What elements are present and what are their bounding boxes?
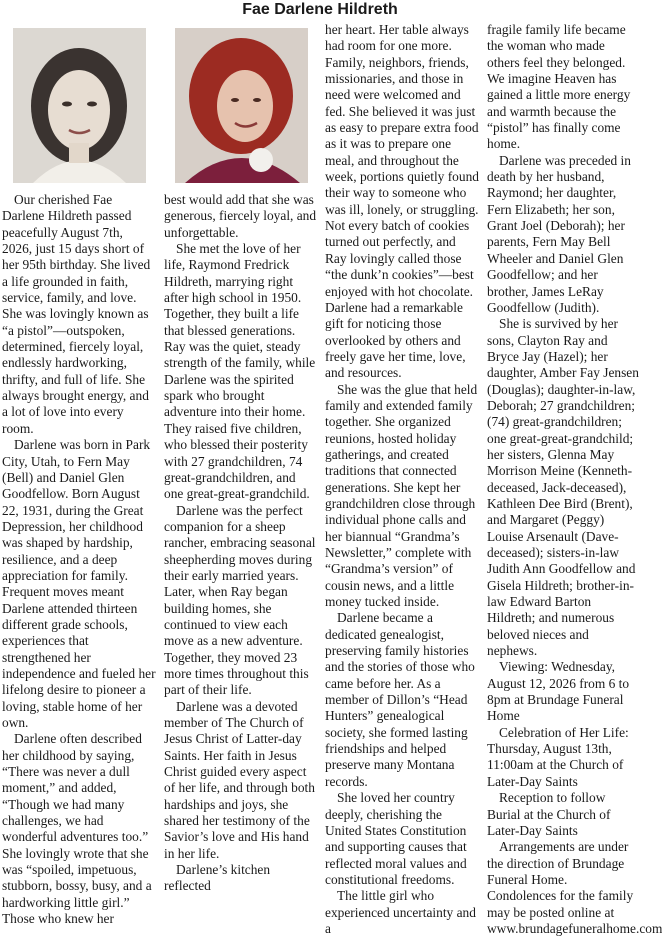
paragraph: Darlene’s kitchen reflected <box>164 862 271 894</box>
paragraph: Darlene became a dedicated genealogist, preserving family histories and the stories of those who came before her. As a member of Dillon’s “Head Hunters” genealogical society, she formed lasting friendships and helped preserve many Montana records. <box>325 610 475 789</box>
paragraph: Arrangements are under the direction of Brundage Funeral Home. Condolences for the family may be posted online at www.brundagefuneralhome.com <box>487 839 662 936</box>
paragraph: The little girl who experienced uncertainty and a <box>325 888 476 936</box>
paragraph: She met the love of her life, Raymond Fredrick Hildreth, marrying right after high school in 1950. Together, they built a life that blessed generations. Ray was the quiet, steady strength of the family, while Darlene was the spirited spark who brought adventure into their home. They raised five children, who blessed their posterity with 27 grandchildren, 74 great-grandchildren, and one great-great-grandchild. <box>164 241 316 502</box>
paragraph: best would add that she was generous, fiercely loyal, and unforgettable. <box>164 192 317 240</box>
paragraph: Viewing: Wednesday, August 12, 2026 from 6 to 8pm at Brundage Funeral Home <box>487 659 630 724</box>
text-column-3 <box>325 22 480 936</box>
paragraph: Reception to follow Burial at the Church of Later-Day Saints <box>487 790 611 838</box>
paragraph: Darlene was a devoted member of The Church of Jesus Christ of Latter-day Saints. Her faith in Jesus Christ guided every aspect of her life, and through both hardships and joys, she shared her testimony of the Savior’s love and His hand in her life. <box>164 698 315 861</box>
text-column-2 <box>164 192 318 894</box>
paragraph: Darlene was born in Park City, Utah, to Fern May (Bell) and Daniel Glen Goodfellow. Born August 22, 1931, during the Great Depression, her childhood was shaped by hardship, resilience, and a deep appreciation for family. Frequent moves meant Darlene attended thirteen different grade schools, experiences that strengthened her independence and fueled her lifelong desire to pioneer a loving, stable home of her own. <box>2 437 156 730</box>
young-portrait-image <box>13 28 146 183</box>
young-portrait-photo <box>13 28 146 183</box>
obituary-title: Fae Darlene Hildreth <box>242 1 398 18</box>
paragraph: Darlene often described her childhood by saying, “There was never a dull moment,” and added, “Though we had many challenges, we had wonderful adventures too.” She lovingly wrote that she was “spoiled, impetuous, stubborn, bossy, busy, and a hardworking little girl.” Those who knew her <box>2 731 152 927</box>
paragraph: her heart. Her table always had room for one more. Family, neighbors, friends, missionaries, and those in need were welcomed and fed. She believed it was just as easy to prepare extra food as it was to prepare one meal, and throughout the week, portions quietly found their way to someone who was ill, lonely, or struggling. Not every batch of cookies turned out perfectly, and Ray lovingly called those “the dunk’n cookies”—best enjoyed with hot chocolate. Darlene had a remarkable gift for noticing those overlooked by others and freely gave her time, love, and resources. <box>325 22 479 381</box>
paragraph: Darlene was preceded in death by her husband, Raymond; her daughter, Fern Elizabeth; her son, Grant Joel (Deborah); her parents, Fern May Bell Wheeler and Daniel Glen Goodfellow; and her brother, James LeRay Goodfellow (Judith). <box>487 152 631 315</box>
paragraph: She loved her country deeply, cherishing the United States Constitution and supporting causes that reflected moral values and constitutional freedoms. <box>325 790 467 887</box>
text-column-4 <box>487 22 662 936</box>
recent-portrait-photo <box>175 28 308 183</box>
paragraph: Celebration of Her Life: Thursday, August 13th, 11:00am at the Church of Later-Day Saints <box>487 724 629 789</box>
paragraph: fragile family life became the woman who made others feel they belonged. We imagine Heaven has gained a little more energy and warmth because the “pistol” has finally come home. <box>487 22 631 152</box>
text-column-1 <box>2 192 156 927</box>
paragraph: She is survived by her sons, Clayton Ray and Bryce Jay (Hazel); her daughter, Amber Fay Jensen (Douglas); daughter-in-law, Deborah; 27 grandchildren; (74) great-grandchildren; one great-great-grandchild; her sisters, Glenna May Morrison Meine (Kenneth-deceased, Jack-deceased), Kathleen Dee Bird (Brent), and Margaret (Peggy) Louise Arsenault (Dave-deceased); sisters-in-law Judith Ann Goodfellow and Gisela Hildreth; brother-in-law Edward Barton Hildreth; and numerous beloved nieces and nephews. <box>487 316 639 659</box>
paragraph: She was the glue that held family and extended family together. She organized reunions, hosted holiday gatherings, and created traditions that connected generations. She kept her grandchildren close through individual phone calls and her biannual “Grandma’s Newsletter,” complete with “Grandma’s version” of cousin news, and a little money tucked inside. <box>325 381 478 610</box>
paragraph: Our cherished Fae Darlene Hildreth passed peacefully August 7th, 2026, just 15 days short of her 95th birthday. She lived a life grounded in faith, service, family, and love. She was lovingly known as “a pistol”—outspoken, determined, fiercely loyal, endlessly hardworking, thrifty, and full of life. She always brought energy, and a lot of love into every room. <box>2 192 151 436</box>
paragraph: Darlene was the perfect companion for a sheep rancher, embracing seasonal sheepherding moves during their early married years. Later, when Ray began building homes, she continued to view each move as a new adventure. Together, they moved 23 more times throughout this part of their life. <box>164 502 316 698</box>
recent-portrait-image <box>175 28 308 183</box>
